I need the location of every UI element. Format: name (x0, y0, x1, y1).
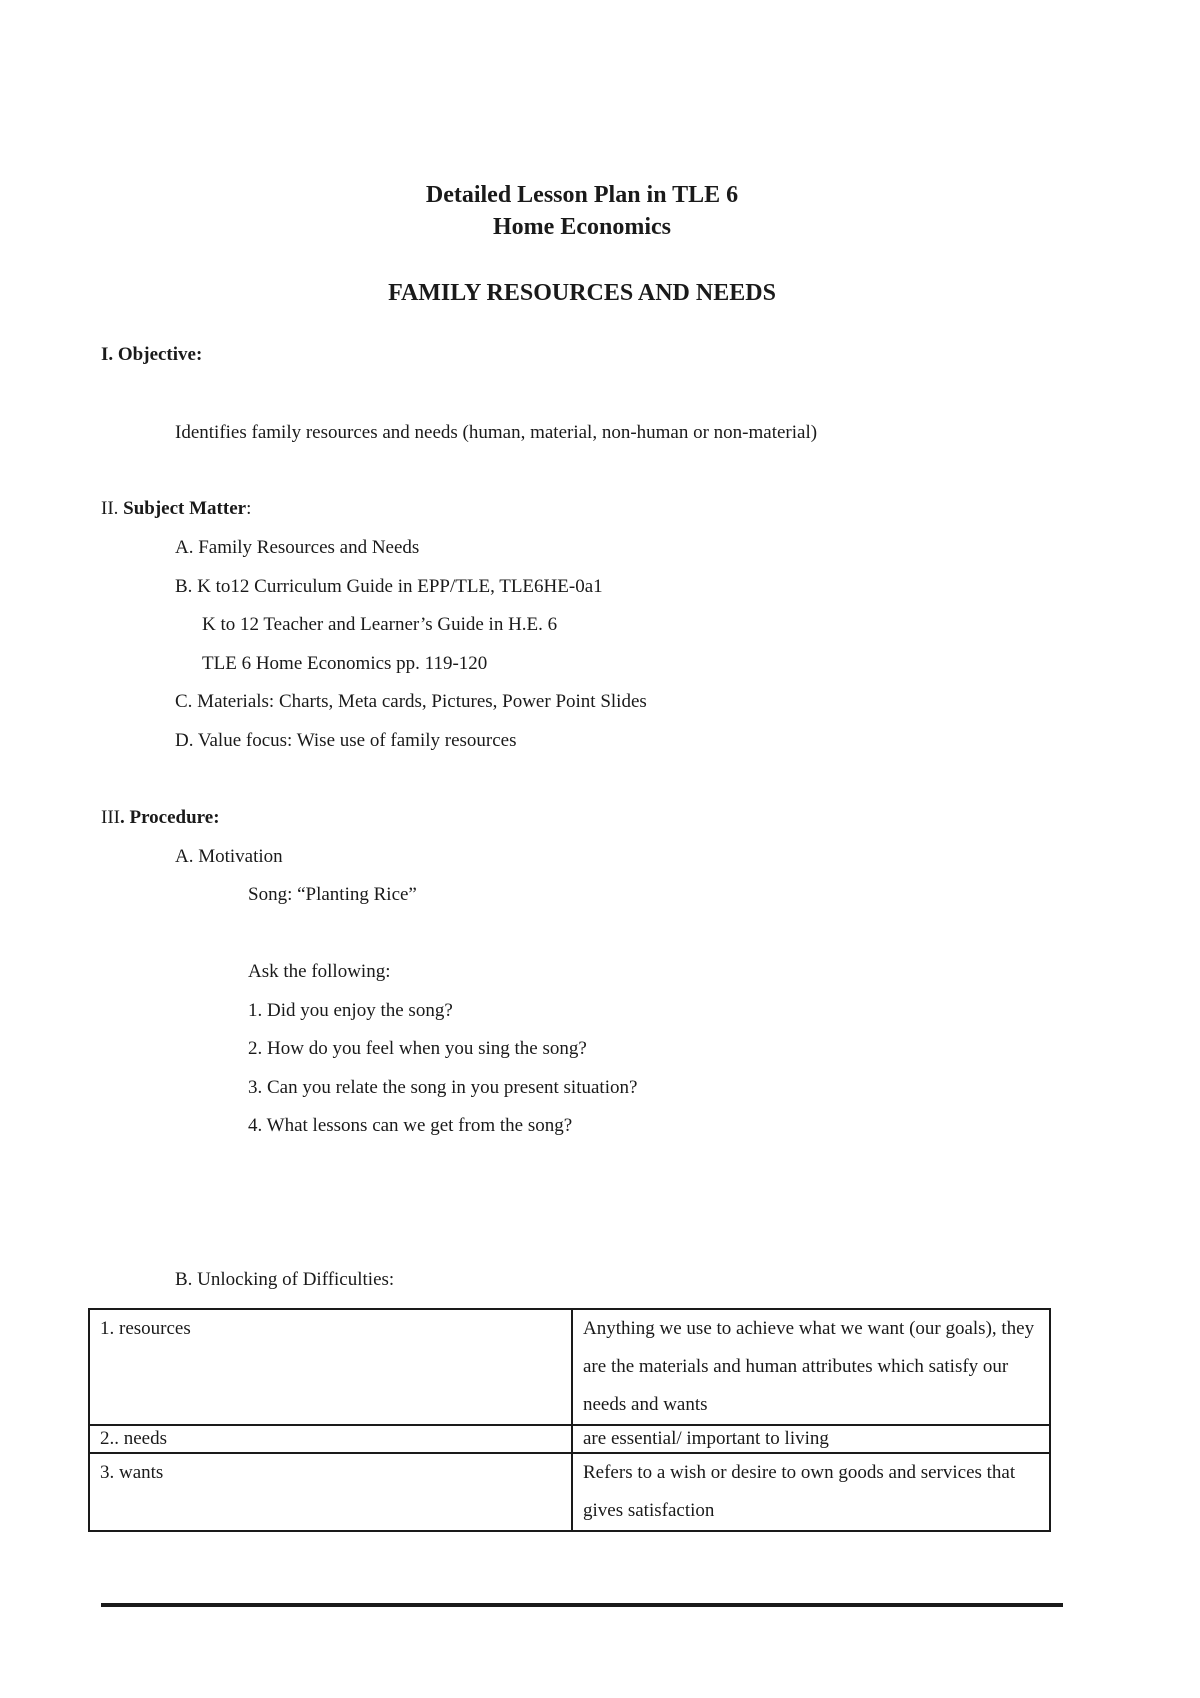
subject-matter-heading (101, 499, 251, 520)
subject-item: B. K to12 Curriculum Guide in EPP/TLE, TLE6HE-0a1 (175, 576, 603, 597)
term-cell: 1. resources (89, 1309, 572, 1425)
table-row (89, 1309, 1050, 1425)
subject-item: A. Family Resources and Needs (175, 537, 420, 558)
subject-item: D. Value focus: Wise use of family resources (175, 730, 517, 751)
motivation-ask: Ask the following: (248, 961, 391, 982)
unlocking-label: B. Unlocking of Difficulties: (175, 1269, 395, 1290)
motivation-label: A. Motivation (175, 846, 283, 867)
definition-cell: Anything we use to achieve what we want (our goals), they are the materials and human attributes which satisfy our needs and wants (572, 1309, 1050, 1425)
document-subtitle: Home Economics (493, 214, 671, 240)
definition-cell: Refers to a wish or desire to own goods and services that gives satisfaction (572, 1453, 1050, 1531)
subject-item: K to 12 Teacher and Learner’s Guide in H.E. 6 (202, 614, 558, 635)
subject-matter-label: Subject Matter (123, 498, 247, 519)
table-row (89, 1453, 1050, 1531)
subject-matter-colon: : (246, 498, 252, 519)
document-title: Detailed Lesson Plan in TLE 6 (425, 182, 739, 208)
subject-matter-numeral: II. (101, 498, 124, 519)
procedure-heading (101, 808, 220, 829)
subject-item: C. Materials: Charts, Meta cards, Pictures, Power Point Slides (175, 691, 647, 712)
motivation-question: 3. Can you relate the song in you present situation? (248, 1077, 638, 1098)
procedure-numeral: III (101, 807, 120, 828)
motivation-song: Song: “Planting Rice” (248, 884, 417, 905)
procedure-label: . Procedure: (119, 807, 220, 828)
lesson-topic: FAMILY RESOURCES AND NEEDS (388, 280, 776, 306)
motivation-question: 2. How do you feel when you sing the song? (248, 1038, 587, 1059)
motivation-question: 1. Did you enjoy the song? (248, 1000, 453, 1021)
table-row (89, 1425, 1050, 1453)
term-cell: 3. wants (89, 1453, 572, 1531)
motivation-question: 4. What lessons can we get from the song? (248, 1115, 573, 1136)
objective-text: Identifies family resources and needs (human, material, non-human or non-material) (175, 422, 818, 443)
footer-rule (101, 1603, 1063, 1607)
term-cell: 2.. needs (89, 1425, 572, 1453)
subject-item: TLE 6 Home Economics pp. 119-120 (202, 653, 488, 674)
objective-heading: I. Objective: (101, 344, 203, 365)
difficulties-table (88, 1308, 1051, 1532)
definition-cell: are essential/ important to living (572, 1425, 1050, 1453)
